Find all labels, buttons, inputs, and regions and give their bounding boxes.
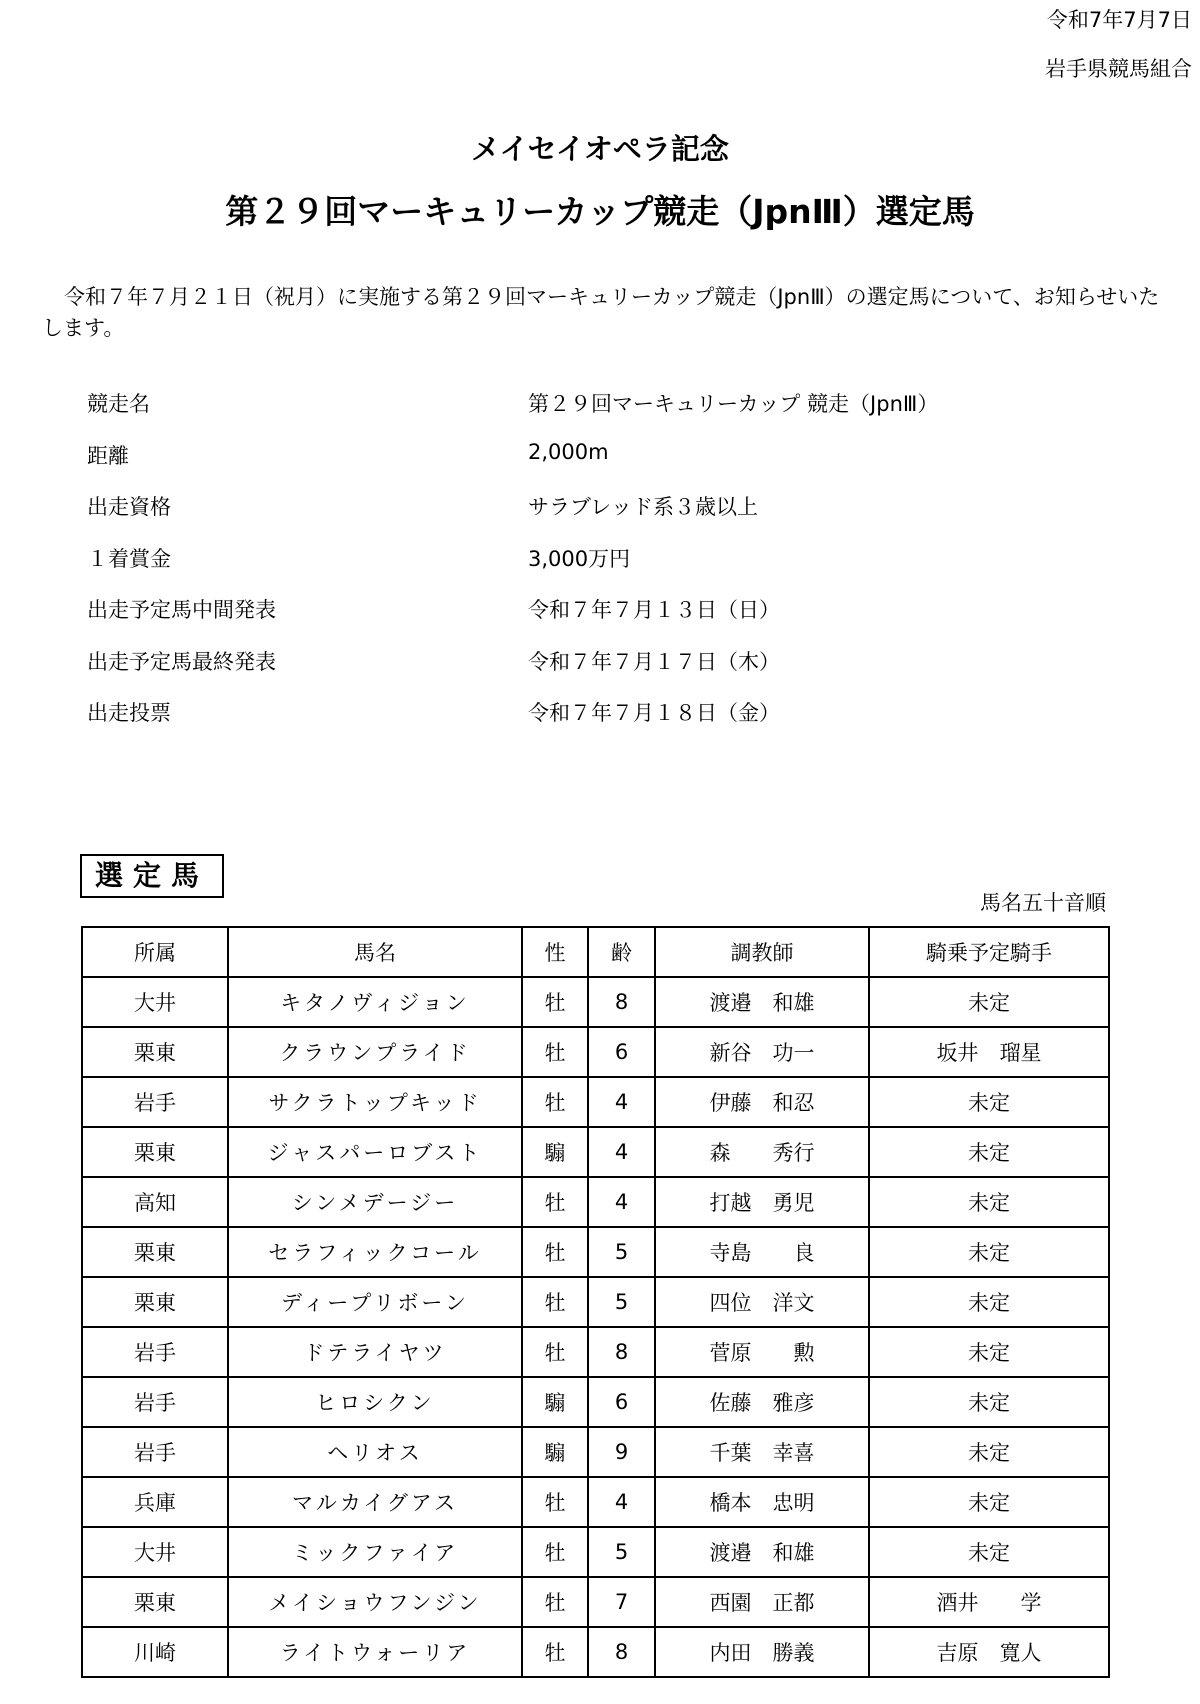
cell-jockey: 未定 <box>869 1427 1109 1477</box>
cell-jockey: 吉原 寛人 <box>869 1627 1109 1677</box>
info-label: １着賞金 <box>87 547 171 571</box>
cell-sex: 騸 <box>522 1377 588 1427</box>
cell-age: 4 <box>588 1077 655 1127</box>
table-row <box>82 1577 1109 1627</box>
table-row <box>82 1277 1109 1327</box>
cell-horse-name: ディープリボーン <box>228 1277 522 1327</box>
cell-jockey: 未定 <box>869 977 1109 1027</box>
cell-sex: 牡 <box>522 1477 588 1527</box>
cell-affiliation: 大井 <box>82 977 228 1027</box>
table-row <box>82 1127 1109 1177</box>
info-value: 令和７年７月１３日（日） <box>528 598 780 622</box>
cell-sex: 牡 <box>522 1277 588 1327</box>
cell-sex: 牡 <box>522 1327 588 1377</box>
table-row <box>82 1177 1109 1227</box>
sort-order-note: 馬名五十音順 <box>980 891 1106 915</box>
cell-age: 4 <box>588 1477 655 1527</box>
cell-age: 5 <box>588 1277 655 1327</box>
cell-age: 5 <box>588 1527 655 1577</box>
cell-jockey: 未定 <box>869 1227 1109 1277</box>
cell-jockey: 未定 <box>869 1327 1109 1377</box>
cell-trainer: 橋本 忠明 <box>655 1477 869 1527</box>
cell-affiliation: 岩手 <box>82 1327 228 1377</box>
table-row <box>82 1077 1109 1127</box>
header-trainer: 調教師 <box>655 927 869 977</box>
cell-horse-name: マルカイグアス <box>228 1477 522 1527</box>
title-main: 第２９回マーキュリーカップ競走（JpnⅢ）選定馬 <box>225 192 975 231</box>
cell-horse-name: メイショウフンジン <box>228 1577 522 1627</box>
cell-jockey: 未定 <box>869 1077 1109 1127</box>
cell-affiliation: 川崎 <box>82 1627 228 1677</box>
cell-affiliation: 栗東 <box>82 1277 228 1327</box>
cell-affiliation: 栗東 <box>82 1227 228 1277</box>
cell-affiliation: 高知 <box>82 1177 228 1227</box>
cell-sex: 牡 <box>522 977 588 1027</box>
info-row-eligibility <box>0 491 1200 521</box>
cell-jockey: 未定 <box>869 1477 1109 1527</box>
cell-affiliation: 栗東 <box>82 1127 228 1177</box>
cell-age: 4 <box>588 1177 655 1227</box>
table-row <box>82 1327 1109 1377</box>
cell-horse-name: ジャスパーロブスト <box>228 1127 522 1177</box>
header-age: 齢 <box>588 927 655 977</box>
info-row-race-name <box>0 388 1200 418</box>
cell-trainer: 佐藤 雅彦 <box>655 1377 869 1427</box>
cell-sex: 牡 <box>522 1227 588 1277</box>
cell-age: 6 <box>588 1027 655 1077</box>
table-row <box>82 1227 1109 1277</box>
cell-horse-name: ヒロシクン <box>228 1377 522 1427</box>
info-value: 2,000m <box>528 440 609 464</box>
cell-trainer: 西園 正都 <box>655 1577 869 1627</box>
cell-horse-name: セラフィックコール <box>228 1227 522 1277</box>
cell-age: 9 <box>588 1427 655 1477</box>
cell-horse-name: ドテライヤツ <box>228 1327 522 1377</box>
cell-horse-name: ライトウォーリア <box>228 1627 522 1677</box>
table-row <box>82 1377 1109 1427</box>
info-value: 令和７年７月１７日（木） <box>528 650 780 674</box>
cell-trainer: 千葉 幸喜 <box>655 1427 869 1477</box>
cell-sex: 騸 <box>522 1127 588 1177</box>
header-affiliation: 所属 <box>82 927 228 977</box>
table-row <box>82 1527 1109 1577</box>
cell-trainer: 内田 勝義 <box>655 1627 869 1677</box>
cell-affiliation: 岩手 <box>82 1377 228 1427</box>
table-row <box>82 1027 1109 1077</box>
cell-horse-name: クラウンプライド <box>228 1027 522 1077</box>
cell-age: 4 <box>588 1127 655 1177</box>
info-row-final-announcement <box>0 646 1200 676</box>
cell-jockey: 未定 <box>869 1127 1109 1177</box>
table-header-row <box>82 927 1109 977</box>
intro-paragraph: 令和７年７月２１日（祝月）に実施する第２９回マーキュリーカップ競走（JpnⅢ）の選定馬について、お知らせいたします。 <box>42 285 1160 340</box>
cell-sex: 牡 <box>522 1177 588 1227</box>
info-row-entry-vote <box>0 697 1200 727</box>
cell-jockey: 未定 <box>869 1277 1109 1327</box>
issuing-organization: 岩手県競馬組合 <box>1045 57 1192 81</box>
info-value: サラブレッド系３歳以上 <box>528 495 758 519</box>
header-sex: 性 <box>522 927 588 977</box>
cell-jockey: 酒井 学 <box>869 1577 1109 1627</box>
cell-sex: 牡 <box>522 1627 588 1677</box>
cell-jockey: 坂井 瑠星 <box>869 1027 1109 1077</box>
cell-trainer: 伊藤 和忍 <box>655 1077 869 1127</box>
cell-trainer: 寺島 良 <box>655 1227 869 1277</box>
cell-age: 6 <box>588 1377 655 1427</box>
table-row <box>82 1627 1109 1677</box>
cell-horse-name: サクラトップキッド <box>228 1077 522 1127</box>
info-label: 出走資格 <box>87 495 171 519</box>
cell-trainer: 四位 洋文 <box>655 1277 869 1327</box>
cell-affiliation: 栗東 <box>82 1027 228 1077</box>
info-row-interim-announcement <box>0 594 1200 624</box>
info-value: 3,000万円 <box>528 547 631 571</box>
cell-sex: 牡 <box>522 1577 588 1627</box>
cell-trainer: 渡邉 和雄 <box>655 1527 869 1577</box>
cell-horse-name: ミックファイア <box>228 1527 522 1577</box>
document-date: 令和7年7月7日 <box>1046 8 1192 32</box>
cell-jockey: 未定 <box>869 1527 1109 1577</box>
header-horse-name: 馬名 <box>228 927 522 977</box>
cell-age: 8 <box>588 1327 655 1377</box>
header-jockey: 騎乗予定騎手 <box>869 927 1109 977</box>
cell-horse-name: ヘリオス <box>228 1427 522 1477</box>
cell-age: 5 <box>588 1227 655 1277</box>
title-memorial: メイセイオペラ記念 <box>471 132 729 166</box>
cell-sex: 騸 <box>522 1427 588 1477</box>
info-label: 競走名 <box>87 392 150 416</box>
info-label: 出走予定馬中間発表 <box>87 598 276 622</box>
table-row <box>82 1427 1109 1477</box>
info-value: 令和７年７月１８日（金） <box>528 701 780 725</box>
section-heading-selected-horses: 選定馬 <box>80 854 224 898</box>
info-value: 第２９回マーキュリーカップ 競走（JpnⅢ） <box>528 392 939 416</box>
info-label: 距離 <box>87 444 129 468</box>
cell-sex: 牡 <box>522 1077 588 1127</box>
cell-age: 8 <box>588 1627 655 1677</box>
cell-trainer: 菅原 勲 <box>655 1327 869 1377</box>
cell-trainer: 新谷 功一 <box>655 1027 869 1077</box>
cell-age: 8 <box>588 977 655 1027</box>
cell-sex: 牡 <box>522 1027 588 1077</box>
cell-trainer: 森 秀行 <box>655 1127 869 1177</box>
info-row-distance <box>0 440 1200 470</box>
cell-age: 7 <box>588 1577 655 1627</box>
cell-horse-name: キタノヴィジョン <box>228 977 522 1027</box>
cell-affiliation: 岩手 <box>82 1077 228 1127</box>
selected-horses-table <box>81 926 1110 1678</box>
cell-horse-name: シンメデージー <box>228 1177 522 1227</box>
cell-affiliation: 栗東 <box>82 1577 228 1627</box>
cell-sex: 牡 <box>522 1527 588 1577</box>
table-row <box>82 977 1109 1027</box>
cell-trainer: 打越 勇児 <box>655 1177 869 1227</box>
cell-affiliation: 兵庫 <box>82 1477 228 1527</box>
info-label: 出走予定馬最終発表 <box>87 650 276 674</box>
cell-trainer: 渡邉 和雄 <box>655 977 869 1027</box>
table-row <box>82 1477 1109 1527</box>
cell-affiliation: 岩手 <box>82 1427 228 1477</box>
cell-jockey: 未定 <box>869 1377 1109 1427</box>
cell-jockey: 未定 <box>869 1177 1109 1227</box>
cell-affiliation: 大井 <box>82 1527 228 1577</box>
info-row-prize <box>0 543 1200 573</box>
info-label: 出走投票 <box>87 701 171 725</box>
